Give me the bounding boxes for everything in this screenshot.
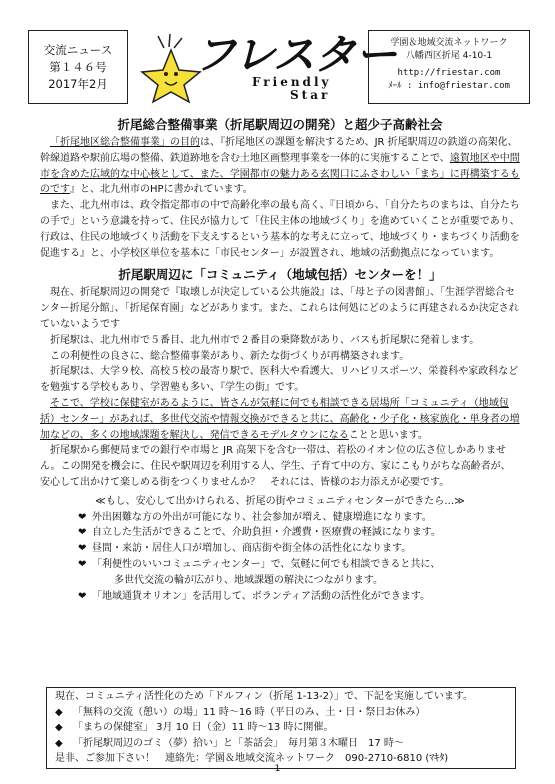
section2-paragraph1: 現在、折尾駅周辺の開発で『取壊しが決定している公共施設』は、「母と子の図書館」、「生涯学習総合センター折尾分館」、「折尾保育園」などがあります。また、これらは何処にどのように再建されるか決定されていないようです bbox=[40, 287, 519, 330]
section1-title: 折尾総合整備事業（折尾駅周辺の開発）と超少子高齢社会 bbox=[117, 117, 443, 132]
notice-row bbox=[55, 736, 507, 752]
notice-row-text: 「折尾駅周辺のゴミ（夢）拾い」と「茶話会」 毎月第３木曜日 17 時〜 bbox=[73, 737, 404, 749]
heart-bullet-icon: ❤ bbox=[78, 590, 87, 602]
section2-paragraph6: 折尾駅から郵便局までの銀行や市場と JR 高架下を含む一帯は、若松のイオン位の広さ位しかありません。この開発を機会に、住民や駅周辺を利用する人、学生、子育て中の方、家にこもりがちな高齢者が、安心して出かけて楽しめる街をつくりませんか？ それには、皆様のお力添えが必要です。 bbox=[40, 445, 511, 488]
section1-p1-b: は、『折尾地区の課題を解決するため、JR 折尾駅周辺の鉄道の bbox=[200, 137, 478, 148]
section3-title: ≪もし、安心して出かけられる、折尾の街やコミュニティセンターができたら…≫ bbox=[95, 495, 465, 507]
list-item-text: 「地域通貨オリオン」を活用して、ボランティア活動の活性化ができます。 bbox=[92, 590, 431, 602]
list-item-continuation: 多世代交流の輪が広がり、地域課題の解決につながります。 bbox=[114, 574, 383, 586]
list-item-text: 昼間・来訪・居住人口が増加し、商店街や街全体の活性化になります。 bbox=[92, 543, 412, 555]
issue-newsletter-name: 交流ニュース bbox=[43, 42, 113, 57]
organization-name: 学園＆地域交流ネットワーク bbox=[390, 38, 508, 48]
masthead bbox=[28, 30, 530, 104]
notice-intro: 現在、コミュニティ活性化のため「ドルフィン（折尾 1-13-2）」で、下記を実施しています。 bbox=[55, 691, 474, 702]
section1-paragraph2: また、北九州市は、政令指定都市の中で高齢化率の最も高く、『日頃から、「自分たちのまちは、自分たちの手で」という意識を持って、住民が協力して「住民主体の地域づくり」を進めていくことが重要であり、行政は、住民の地域づくり活動を下支えするという基本的な考えに立って、地域づくり・まちづくり活動を促進する』と、小学校区単位を基本に「市民センター」が設置され、地域の活動拠点になっています。 bbox=[40, 200, 520, 259]
list-item-text: 自立した生活ができることで、介助負担・介護費・医療費の軽減になります。 bbox=[92, 527, 441, 539]
notice-row bbox=[55, 705, 507, 721]
logo-title: フレスター bbox=[194, 30, 397, 79]
article-body bbox=[40, 116, 520, 604]
heart-bullet-icon: ❤ bbox=[78, 511, 87, 523]
issue-info-box bbox=[28, 30, 128, 104]
email-address[interactable]: ﾒｰﾙ : info@friestar.com bbox=[388, 81, 510, 91]
organization-address: 八幡西区折尾 4-10-1 bbox=[405, 51, 493, 61]
issue-number: 第１４６号 bbox=[49, 59, 107, 74]
list-item bbox=[78, 557, 520, 573]
issue-date: 2017年2月 bbox=[48, 76, 108, 91]
section1-p1-a: 「折尾地区総合整備事業」の目的 bbox=[50, 137, 200, 148]
list-item bbox=[78, 541, 520, 557]
activity-notice-box bbox=[46, 687, 516, 769]
section1-p1-d: 遠賀地区や中間市を含めた広域的な中心核として、また、学園都市の魅力ある玄関口にふさわしい bbox=[40, 152, 520, 180]
section1-p1-c: 高架化、幹線道路や駅前広場の整備、鉄道跡地を含む土地区画整理事業を一体的に実施することで、 bbox=[40, 137, 518, 164]
logo-subtitle-star: Star bbox=[290, 88, 331, 102]
section1-p1-e: 「まち」に再構築するものです bbox=[40, 168, 520, 196]
section2-paragraph4: 折尾駅は、大学９校、高校５校の最寄り駅で、医科大や看護大、リハビリスポーツ、栄養科や家政科などを勉強する学校もあり、学習塾も多い、『学生の街』です。 bbox=[40, 366, 519, 394]
logo-subtitle-friendly: Friendly bbox=[252, 75, 332, 89]
notice-row bbox=[55, 720, 507, 736]
list-item bbox=[78, 510, 520, 526]
heart-bullet-icon: ❤ bbox=[78, 527, 87, 539]
list-item bbox=[78, 525, 520, 541]
notice-row-text: 「無料の交流（憩い）の場」11 時〜16 時（平日のみ、土・日・祭日お休み） bbox=[73, 706, 426, 718]
section2-p5-c: 単身者の増加などの、多くの地域課題を解決し、発信できるモデルタウンになる bbox=[40, 413, 520, 441]
list-item-text: 「利便性のいいコミュニティセンター」で、気軽に何でも相談できると共に、 bbox=[92, 558, 441, 570]
section2-paragraph3: この利便性の良さに、総合整備事業があり、新たな街づくりが再構築されます。 bbox=[50, 350, 410, 362]
benefits-list bbox=[40, 510, 520, 605]
section2-p5-b: 域包括）センター」があれば、多世代交流や情報交換ができると共に、高齢化・少子化・核家族化・ bbox=[40, 397, 509, 425]
section2-title: 折尾駅周辺に「コミュニティ（地域包括）センターを！」 bbox=[118, 267, 442, 283]
section2-paragraph2: 折尾駅は、北九州市で５番目、北九州市で２番目の乗降数があり、バスも折尾駅に発着します。 bbox=[50, 334, 480, 346]
list-item bbox=[78, 589, 520, 605]
section1-p1-f: 』と、北九州市のHPに書かれています。 bbox=[70, 184, 253, 196]
notice-row-text: 「まちの保健室」 3月 10 日（金）11 時〜13 時に開催。 bbox=[73, 722, 334, 734]
diamond-bullet-icon: ◆ bbox=[55, 737, 63, 749]
list-item-text: 外出困難な方の外出が可能になり、社会参加が増え、健康増進になります。 bbox=[92, 511, 432, 523]
notice-footer-contact: 是非、ご参加下さい！ 連絡先：学園＆地域交流ネットワーク 090-2710-6810 (ﾏｷﾀ) bbox=[55, 753, 449, 765]
section2-paragraph5 bbox=[40, 396, 520, 443]
heart-bullet-icon: ❤ bbox=[78, 543, 87, 555]
diamond-bullet-icon: ◆ bbox=[55, 706, 63, 718]
section2-p5-d: ことと思います。 bbox=[348, 429, 428, 441]
section1-paragraph1 bbox=[40, 135, 520, 198]
diamond-bullet-icon: ◆ bbox=[55, 722, 63, 734]
contact-box bbox=[368, 30, 530, 104]
page-number: 1 bbox=[274, 764, 281, 774]
website-url[interactable]: http://friestar.com bbox=[397, 68, 501, 78]
section2-p5-a: そこで、学校に保健室があるように、皆さんが気軽に何でも相談できる居場所「コミュニティ（地 bbox=[50, 397, 489, 409]
heart-bullet-icon: ❤ bbox=[78, 558, 87, 570]
